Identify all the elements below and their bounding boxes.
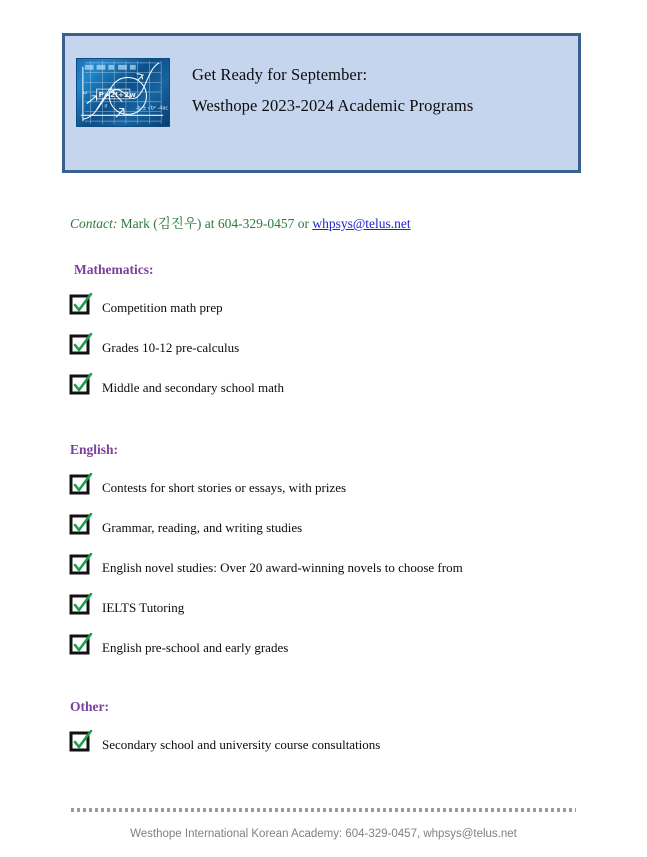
checked-checkbox-icon bbox=[70, 732, 90, 752]
checked-checkbox-icon bbox=[70, 375, 90, 395]
svg-text:σ: σ bbox=[104, 103, 108, 110]
list-item-label: Secondary school and university course consultations bbox=[102, 737, 381, 752]
list-item bbox=[70, 732, 647, 772]
svg-text:ω: ω bbox=[82, 89, 87, 96]
section-title-other: Other: bbox=[70, 699, 109, 714]
svg-text:-b ± √b² -4ac: -b ± √b² -4ac bbox=[135, 105, 169, 112]
header-banner bbox=[62, 33, 581, 173]
list-item-label: IELTS Tutoring bbox=[102, 600, 185, 615]
section-mathematics bbox=[0, 262, 647, 415]
list-item bbox=[70, 595, 647, 635]
section-other bbox=[0, 699, 647, 772]
footer-text: Westhope International Korean Academy: 604-329-0457, whpsys@telus.net bbox=[130, 828, 517, 840]
checked-checkbox-icon bbox=[70, 295, 90, 315]
checked-checkbox-icon bbox=[70, 555, 90, 575]
header-title-line-2: Westhope 2023-2024 Academic Programs bbox=[192, 96, 474, 115]
checked-checkbox-icon bbox=[70, 515, 90, 535]
checked-checkbox-icon bbox=[70, 595, 90, 615]
contact-line bbox=[70, 212, 411, 232]
list-item-label: Contests for short stories or essays, with prizes bbox=[102, 480, 347, 495]
footer-divider bbox=[71, 808, 576, 812]
contact-label: Contact: bbox=[70, 216, 118, 231]
header-title-line-1: Get Ready for September: bbox=[192, 65, 368, 84]
checked-checkbox-icon bbox=[70, 635, 90, 655]
checked-checkbox-icon bbox=[70, 475, 90, 495]
svg-text:P=2I+2w: P=2I+2w bbox=[98, 89, 136, 99]
list-item bbox=[70, 515, 647, 555]
list-item bbox=[70, 555, 647, 595]
header-title-block bbox=[192, 58, 473, 121]
list-item bbox=[70, 375, 647, 415]
section-title-mathematics: Mathematics: bbox=[74, 262, 154, 277]
section-english bbox=[0, 442, 647, 675]
list-item-label: English pre-school and early grades bbox=[102, 640, 289, 655]
list-item bbox=[70, 475, 647, 515]
list-item bbox=[70, 335, 647, 375]
list-item-label: Grammar, reading, and writing studies bbox=[102, 520, 303, 535]
list-item-label: Middle and secondary school math bbox=[102, 380, 284, 395]
section-title-english: English: bbox=[70, 442, 119, 457]
math-formula-graphic-icon bbox=[76, 58, 170, 127]
contact-email-link[interactable]: whpsys@telus.net bbox=[312, 216, 411, 231]
contact-person-phone: Mark (김진우) at 604-329-0457 or bbox=[117, 216, 313, 231]
list-item-label: English novel studies: Over 20 award-winning novels to choose from bbox=[102, 560, 463, 575]
checked-checkbox-icon bbox=[70, 335, 90, 355]
list-item bbox=[70, 295, 647, 335]
list-item-label: Grades 10-12 pre-calculus bbox=[102, 340, 240, 355]
list-item-label: Competition math prep bbox=[102, 300, 223, 315]
header-content bbox=[76, 58, 572, 127]
list-item bbox=[70, 635, 647, 675]
